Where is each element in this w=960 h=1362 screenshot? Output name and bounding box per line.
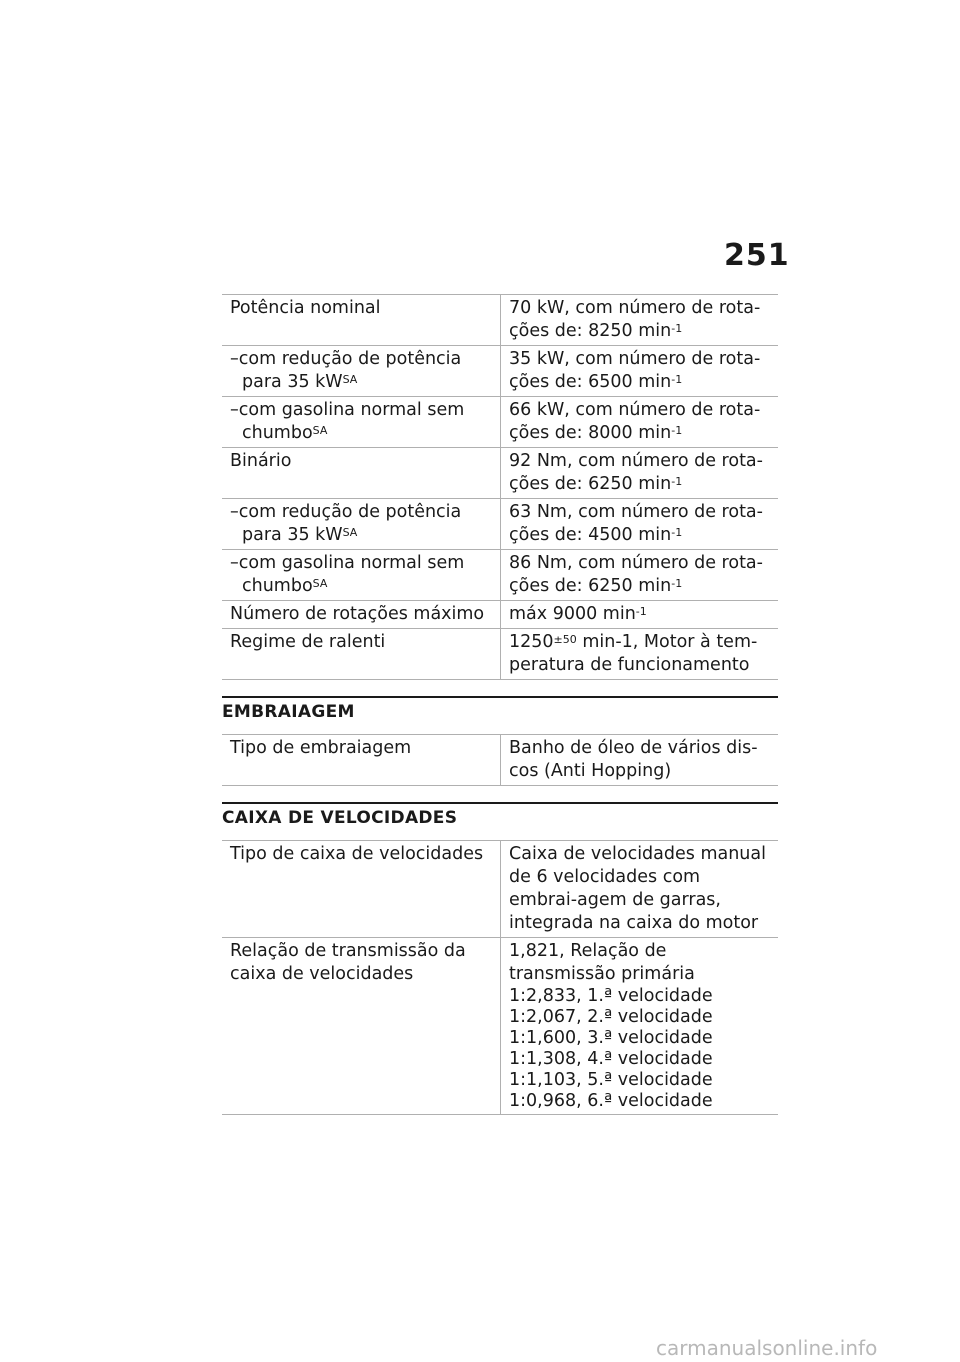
spec-label: Tipo de caixa de velocidades: [222, 841, 501, 938]
gear-ratio-item: 1:0,968, 6.ª velocidade: [509, 1091, 713, 1111]
value-superscript: -1: [671, 373, 683, 386]
spec-value: Banho de óleo de vários dis-cos (Anti Hopping): [501, 735, 779, 786]
spec-value-text: 35 kW, com número de rota-ções de: 6500 min: [509, 349, 761, 392]
gear-ratio-item: 1:2,067, 2.ª velocidade: [509, 1007, 713, 1027]
spec-value: [501, 397, 779, 448]
spec-label: [222, 601, 501, 629]
spec-value: [501, 448, 779, 499]
spec-label: [222, 550, 501, 601]
value-superscript: ±50: [553, 633, 577, 646]
section-title-gearbox: CAIXA DE VELOCIDADES: [222, 802, 778, 834]
clutch-section: [222, 696, 778, 786]
spec-label-text: Regime de ralenti: [230, 632, 386, 652]
spec-value: [501, 601, 779, 629]
value-superscript: -1: [671, 475, 683, 488]
option-marker: SA: [342, 373, 358, 386]
primary-ratio: 1,821, Relação de transmissão primária: [509, 941, 695, 984]
option-marker: SA: [312, 424, 328, 437]
spec-label-text: Potência nominal: [230, 298, 381, 318]
option-marker: SA: [342, 526, 358, 539]
spec-value-text: máx 9000 min: [509, 604, 636, 624]
spec-value: Caixa de velocidades manual de 6 velocidades com embrai-agem de garras, integrada na caixa do motor: [501, 841, 779, 938]
spec-value: [501, 499, 779, 550]
gear-ratio-list: [509, 986, 772, 1112]
value-superscript: -1: [671, 577, 683, 590]
spec-label-text: –com gasolina normal sem chumbo$^{SA}$: [230, 553, 465, 596]
gear-ratio-item: 1:1,600, 3.ª velocidade: [509, 1028, 713, 1048]
spec-value-suffix: min-1, Motor à tem-peratura de funcionamento: [509, 632, 758, 675]
spec-label-text: –com redução de potência para 35 $kW^{SA}$: [230, 349, 462, 392]
spec-value: [501, 550, 779, 601]
gear-ratio-item: 1:1,103, 5.ª velocidade: [509, 1070, 713, 1090]
spec-label-text: Número de rotações máximo: [230, 604, 485, 624]
spec-label: Relação de transmissão da caixa de velocidades: [222, 938, 501, 1115]
spec-label: [222, 448, 501, 499]
spec-label: [222, 629, 501, 680]
table-row: [222, 448, 778, 499]
table-row: [222, 735, 778, 786]
option-marker: SA: [312, 577, 328, 590]
table-row: [222, 550, 778, 601]
spec-value: [501, 938, 779, 1115]
value-superscript: -1: [671, 424, 683, 437]
table-row: [222, 841, 778, 938]
gear-ratio-item: 1:2,833, 1.ª velocidade: [509, 986, 713, 1006]
spec-value-text: 63 Nm, com número de rota-ções de: 4500 min: [509, 502, 763, 545]
spec-label-text: –com redução de potência para 35 $kW^{SA}$: [230, 502, 462, 545]
spec-label: Tipo de embraiagem: [222, 735, 501, 786]
spec-value-text: 86 Nm, com número de rota-ções de: 6250 min: [509, 553, 763, 596]
table-row: [222, 499, 778, 550]
engine-spec-table: [222, 294, 778, 680]
spec-content: [222, 294, 778, 1115]
table-row: [222, 938, 778, 1115]
table-row: [222, 601, 778, 629]
spec-label-text: Binário: [230, 451, 292, 471]
spec-value: [501, 346, 779, 397]
spec-value-text: 70 kW, com número de rota-ções de: 8250 min: [509, 298, 761, 341]
spec-value: [501, 295, 779, 346]
section-title-clutch: EMBRAIAGEM: [222, 696, 778, 728]
spec-label: [222, 397, 501, 448]
value-superscript: -1: [671, 526, 683, 539]
spec-value-text: 1250: [509, 632, 554, 652]
page-number: 251: [724, 238, 790, 273]
gearbox-section: [222, 802, 778, 1115]
spec-value-text: 92 Nm, com número de rota-ções de: 6250 min: [509, 451, 763, 494]
spec-label: [222, 295, 501, 346]
watermark-text: carmanualsonline.info: [656, 1336, 878, 1360]
table-row: [222, 629, 778, 680]
spec-value: [501, 629, 779, 680]
spec-label: [222, 346, 501, 397]
value-superscript: -1: [635, 605, 647, 618]
gear-ratio-item: 1:1,308, 4.ª velocidade: [509, 1049, 713, 1069]
spec-value-text: 66 kW, com número de rota-ções de: 8000 min: [509, 400, 761, 443]
spec-label: [222, 499, 501, 550]
table-row: [222, 295, 778, 346]
table-row: [222, 397, 778, 448]
gearbox-spec-table: [222, 840, 778, 1115]
table-row: [222, 346, 778, 397]
value-superscript: -1: [671, 322, 683, 335]
clutch-spec-table: [222, 734, 778, 786]
spec-label-text: –com gasolina normal sem chumbo$^{SA}$: [230, 400, 465, 443]
